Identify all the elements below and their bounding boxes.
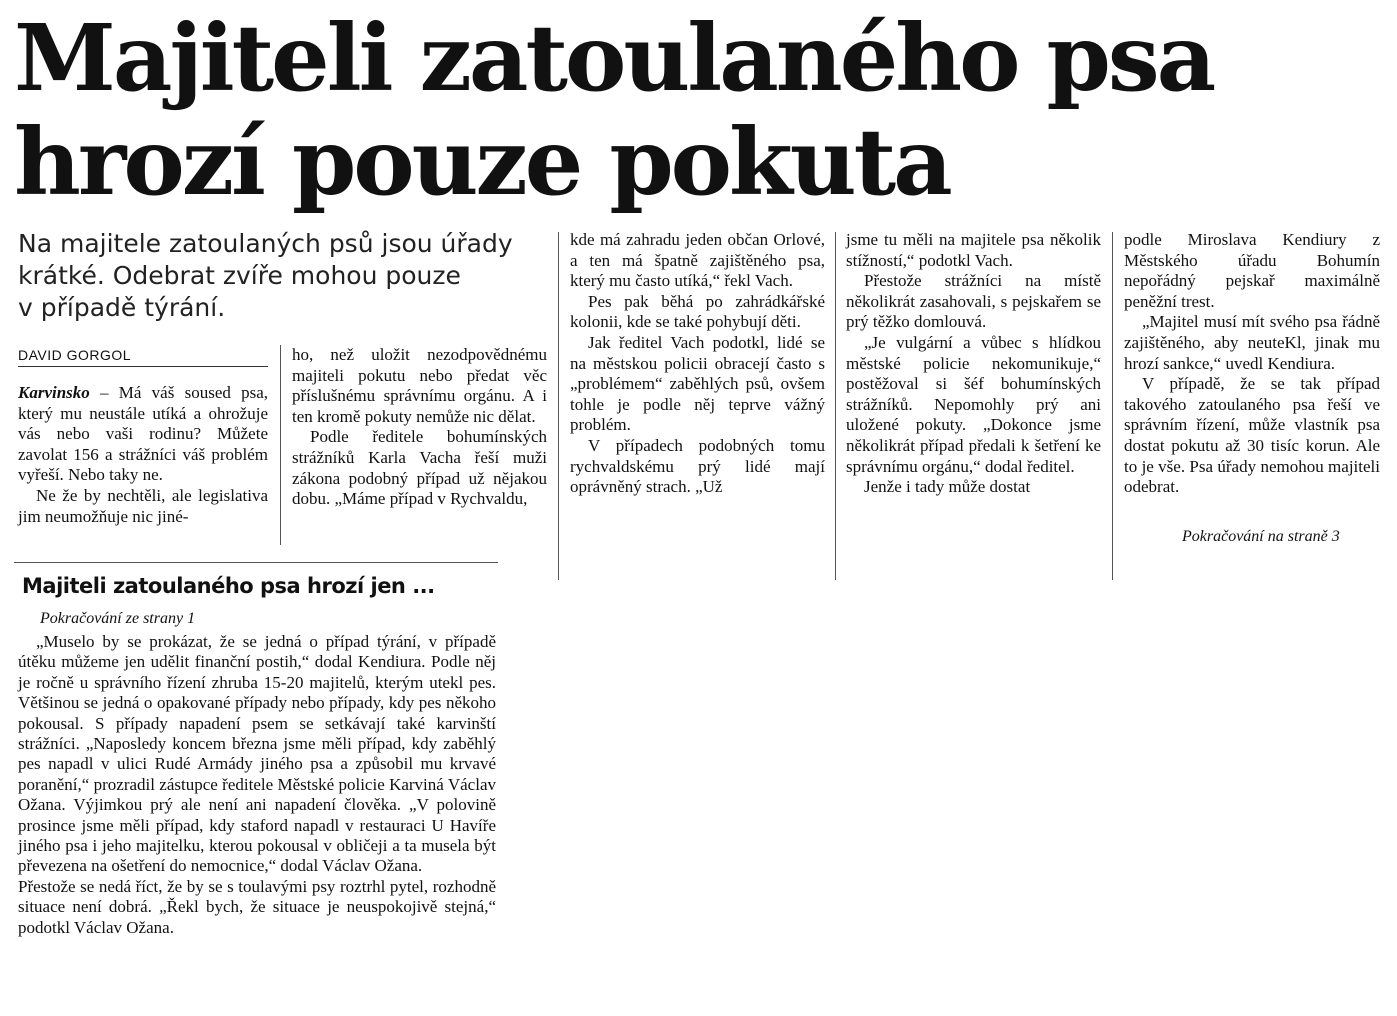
column-4-paragraph-2: Přestože strážníci na místě několikrát zasahovali, s pejskařem se prý těžko domlouvá. <box>846 271 1101 332</box>
column-divider <box>1112 232 1113 580</box>
continuation-paragraph-1: „Muselo by se prokázat, že se jedná o případ týrání, v případě útěku můžeme jen udělit finanční postih,“ dodal Kendiura. Podle něj je ročně u správního řízení zhruba 15-20 majitelů, kterým utekl pes. Většinou se jedná o opakované případy nebo případy, kdy pes někoho pokousal. S případy napadení psem se setkávají také karvinští strážníci. „Naposledy koncem března jsme měli případ, kdy zaběhlý pes napadl v ulici Rudé Armády jiného psa a způsobil mu krvavé poranění,“ prozradil zástupce ředitele Městské policie Karviná Václav Ožana. Výjimkou prý ale není ani napadení člověka. „V polovině prosince jsme měli případ, kdy staford napadl v restauraci U Havíře jiného psa i jeho majitelku, kterou pokousal v obličeji a ta musela být převezena na ošetření do nemocnice,“ dodal Václav Ožana. <box>18 632 496 876</box>
continued-from-note: Pokračování ze strany 1 <box>40 610 196 627</box>
article-column-1 <box>18 383 268 527</box>
continued-on-page-note: Pokračování na straně 3 <box>1182 528 1340 545</box>
column-3-paragraph-3: Jak ředitel Vach podotkl, lidé se na městskou policii obracejí často s „problémem“ zaběhlých psů, ovšem tohle je podle něj teprve vážný problém. <box>570 332 825 435</box>
article-column-5 <box>1124 230 1380 498</box>
continuation-paragraph-2: Přestože se nedá říct, že by se s toulavými psy roztrhl pytel, rozhodně situace není dobrá. „Řekl bych, že situace je neuspokojivě stejná,“ podotkl Václav Ožana. <box>18 876 496 937</box>
column-4-paragraph-1: jsme tu měli na majitele psa několik stížností,“ podotkl Vach. <box>846 230 1101 270</box>
column-4-paragraph-3: „Je vulgární a vůbec s hlídkou městské policie nekomunikuje,“ postěžoval si šéf bohumínských strážníků. Nepomohly prý ani uložené pokuty. „Dokonce jsme několikrát případ předali k šetření ke správnímu orgánu,“ dodal ředitel. <box>846 332 1101 476</box>
lead-line-1: Na majitele zatoulaných psů jsou úřady <box>18 229 513 258</box>
headline <box>14 6 1213 214</box>
article-column-3 <box>570 230 825 498</box>
column-1-paragraph-1: Karvinsko – Má váš soused psa, který mu neustále utíká a ohrožuje vás nebo vaši rodinu? Můžete zavolat 156 a strážníci váš problém vyřeší. Nebo taky ne. <box>18 383 269 485</box>
continuation-body <box>18 632 496 938</box>
column-divider <box>558 232 559 580</box>
location-label: Karvinsko <box>18 383 90 402</box>
column-3-paragraph-1: kde má zahradu jeden občan Orlové, a ten má špatně zajištěného psa, který mu často utíká,“ řekl Vach. <box>570 230 825 291</box>
column-2-paragraph-2: Podle ředitele bohumínských strážníků Karla Vacha řeší muži zákona podobný případ už nějakou dobu. „Máme případ v Rychvaldu, <box>292 427 547 509</box>
article-column-2 <box>292 345 547 510</box>
column-divider <box>835 232 836 580</box>
article-column-4 <box>846 230 1101 498</box>
headline-line-2: hrozí pouze pokuta <box>14 108 950 216</box>
column-3-paragraph-2: Pes pak běhá po zahrádkářské kolonii, kde se také pohybují děti. <box>570 291 825 332</box>
lead-paragraph <box>18 228 558 324</box>
continuation-top-rule <box>14 562 498 563</box>
continuation-headline: Majiteli zatoulaného psa hrozí jen ... <box>22 574 435 598</box>
column-5-paragraph-2: „Majitel musí mít svého psa řádně zajištěného, aby neuteKl, jinak mu hrozí sankce,“ uvedl Kendiura. <box>1124 312 1380 373</box>
lead-line-2: krátké. Odebrat zvíře mohou pouze <box>18 261 461 290</box>
headline-line-1: Majiteli zatoulaného psa <box>14 4 1214 112</box>
column-4-paragraph-4: Jenže i tady může dostat <box>864 477 1031 497</box>
column-1-paragraph-2: Ne že by nechtěli, ale legislativa jim neumožňuje nic jiné- <box>18 485 268 526</box>
column-2-paragraph-1: ho, než uložit nezodpovědnému majiteli pokutu nebo předat věc příslušnému správnímu orgánu. A i ten kromě pokuty nemůže nic dělat. <box>292 345 547 426</box>
column-5-paragraph-3: V případě, že se tak případ takového zatoulaného psa řeší ve správním řízení, může vlastník psa dostat pokutu až 30 tisíc korun. Ale to je vše. Psa úřady nemohou majiteli odebrat. <box>1124 374 1380 497</box>
column-5-paragraph-1: podle Miroslava Kendiury z Městského úřadu Bohumín nepořádný pejskař maximálně peněžní trest. <box>1124 230 1380 311</box>
column-3-paragraph-4: V případech podobných tomu rychvaldskému prý lidé mají oprávněný strach. „Už <box>570 435 825 497</box>
column-divider <box>280 345 281 545</box>
lead-line-3: v případě týrání. <box>18 293 226 322</box>
byline: DAVID GORGOL <box>18 347 268 367</box>
